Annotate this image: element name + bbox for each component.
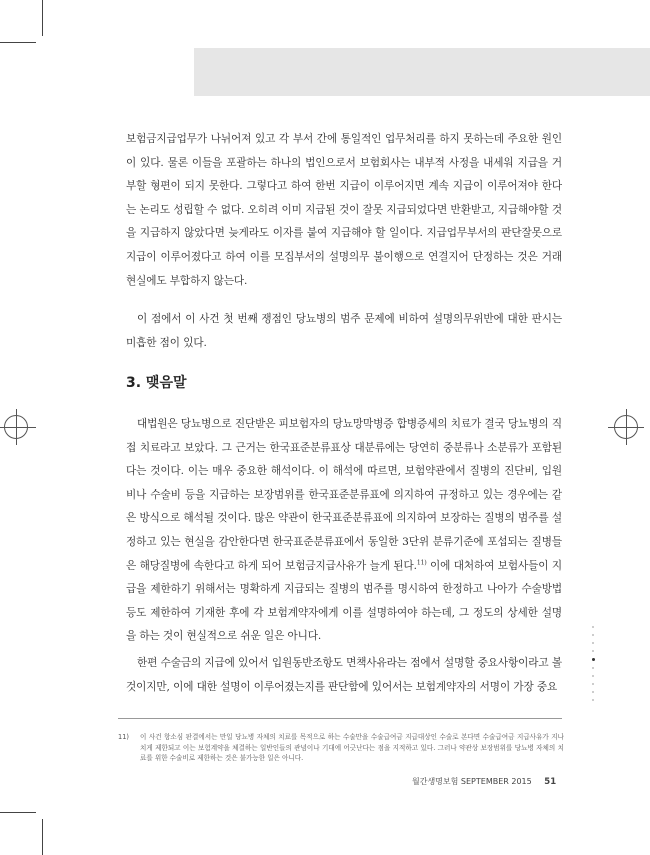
crop-mark	[0, 812, 36, 813]
footnote-number: 11)	[118, 733, 129, 741]
issue-date: SEPTEMBER 2015	[460, 777, 532, 786]
page-footer	[412, 776, 556, 787]
paragraph-2-text: 이 점에서 이 사건 첫 번째 쟁점인 당뇨병의 범주 문제에 비하여 설명의무위반에 대한 판시는 미흡한 점이 있다.	[126, 313, 562, 349]
publication-name: 월간생명보험	[412, 777, 459, 786]
crop-mark	[0, 42, 36, 43]
page-number: 51	[544, 777, 557, 787]
section-heading: 3. 맺음말	[126, 375, 187, 391]
crop-mark	[42, 0, 43, 36]
footnote-ref[interactable]: 11)	[416, 559, 427, 567]
paragraph-4	[126, 652, 562, 699]
footnote	[118, 732, 564, 764]
active-dot	[592, 658, 595, 661]
page-indicator-dots	[591, 626, 595, 707]
paragraph-3-text-b: 이에 대처하여 보험사들이 지급을 제한하기 위해서는 명확하게 지급되는 질병의 범주를 명시하여 한정하고 나아가 수술방법 등도 제한하여 기재한 후에 각 보험계약자에게 이를 설명하여야 하는데, 그 정도의 상세한 설명을 하는 것이 현실적으로 쉬운 일은 아니다.	[126, 559, 562, 643]
paragraph-3	[126, 413, 562, 649]
paragraph-4-text: 한편 수술금의 지급에 있어서 입원동반조항도 면책사유라는 점에서 설명할 중요사항이라고 볼 것이지만, 이에 대한 설명이 이루어졌는지를 판단함에 있어서는 보험계약자의 서명이 가장 중요	[126, 657, 562, 693]
footnote-text: 이 사건 항소심 판결에서는 만일 당뇨병 자체의 치료를 목적으로 하는 수술만을 수술급여금 지급대상인 수술로 본다면 수술급여금 지급사유가 지나치게 제한되고 이는 보험계약을 체결하는 일반인들의 관념이나 기대에 어긋난다는 점을 지적하고 있다. 그러나 약관상 보장범위를 당뇨병 자체의 치료를 위한 수술비로 제한하는 것은 불가능한 일은 아니다.	[140, 733, 564, 762]
crop-mark	[42, 819, 43, 855]
paragraph-2	[126, 308, 562, 355]
paragraph-1: 보험금지급업무가 나뉘어져 있고 각 부서 간에 통일적인 업무처리를 하지 못하는데 주요한 원인이 있다. 물론 이들을 포괄하는 하나의 법인으로서 보험회사는 내부적 사정을 내세워 지급을 거부할 형편이 되지 못한다. 그렇다고 하여 한번 지급이 이루어지면 계속 지급이 이루어져야 한다는 논리도 성립할 수 없다. 오히려 이미 지급된 것이 잘못 지급되었다면 반환받고, 지급해야할 것을 지급하지 않았다면 늦게라도 이자를 붙여 지급해야 할 일이다. 지급업무부서의 판단잘못으로 지급이 이루어졌다고 하여 이를 모집부서의 설명의무 불이행으로 연결지어 단정하는 것은 거래현실에도 부합하지 않는다.	[126, 133, 562, 287]
header-band	[194, 48, 650, 96]
paragraph-3-text-a: 대법원은 당뇨병으로 진단받은 피보험자의 당뇨망막병증 합병증세의 치료가 결국 당뇨병의 직접 치료라고 보았다. 그 근거는 한국표준분류표상 대분류에는 당연히 중분류나 소분류가 포함된다는 것이다. 이는 매우 중요한 해석이다. 이 해석에 따르면, 보험약관에서 질병의 진단비, 입원비나 수술비 등을 지급하는 보장범위를 한국표준분류표에 의지하여 규정하고 있는 경우에는 같은 방식으로 해석될 것이다. 많은 약관이 한국표준분류표에 의지하여 보장하는 질병의 범주를 설정하고 있는 현실을 감안한다면 한국표준분류표에서 동일한 3단위 분류기준에 포섭되는 질병들은 해당질병에 속한다고 하게 되어 보험금지급사유가 늘게 된다.	[126, 418, 562, 572]
footnote-divider	[118, 718, 562, 719]
